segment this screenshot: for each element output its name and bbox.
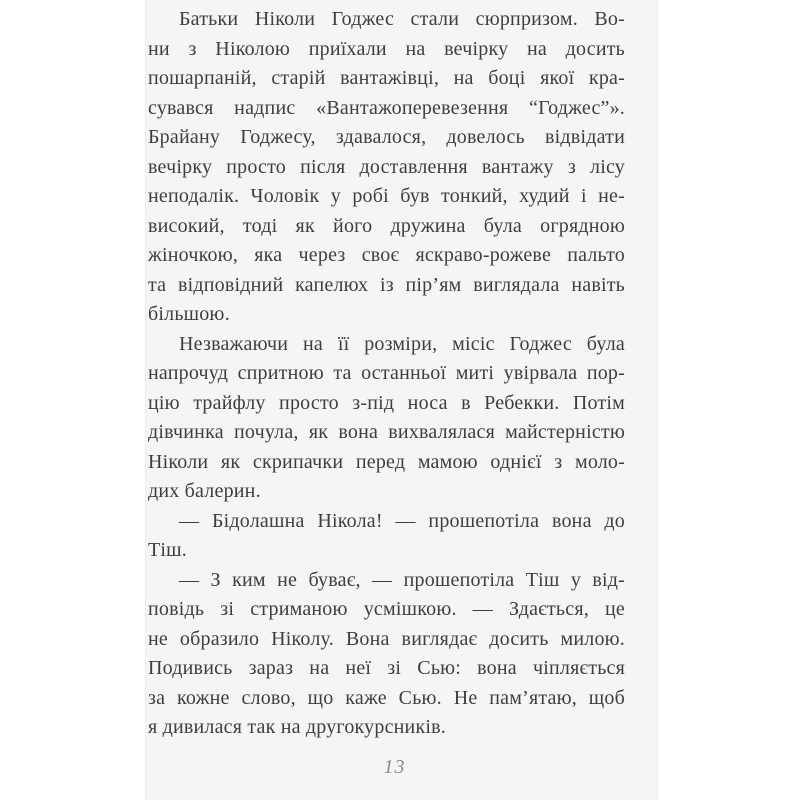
text-line: дих балерин. — [148, 480, 261, 502]
text-line: Батьки Ніколи Годжес стали сюрпризом. Во- — [179, 8, 625, 30]
text-line: більшою. — [148, 303, 230, 325]
text-line: Ніколи як скрипачки перед мамою однієї з моло- — [148, 450, 625, 473]
text-line: сувався надпис «Вантажоперевезення “Годжес”». — [148, 96, 625, 119]
text-line: високий, тоді як його дружина була огрядною — [148, 214, 625, 237]
text-line: неподалік. Чоловік у робі був тонкий, худий і не- — [148, 185, 625, 207]
text-line: — Бідолашна Нікола! — прошепотіла вона до — [179, 509, 625, 532]
text-line: пошарпаній, старій вантажівці, на боці якої кра- — [148, 67, 625, 89]
text-line: Незважаючи на її розміри, місіс Годжес була — [179, 332, 625, 355]
text-line: Брайану Годжесу, здавалося, довелось відвідати — [148, 126, 625, 148]
text-line: Подивись зараз на неї зі Сью: вона чіпляється — [148, 657, 625, 679]
text-line: цію трайфлу просто з-під носа в Ребекки. Потім — [148, 391, 625, 414]
text-line: — З ким не буває, — прошепотіла Тіш у від- — [179, 568, 625, 591]
text-line: не образило Ніколу. Вона виглядає досить милою. — [148, 627, 625, 650]
text-line: та відповідний капелюх із пір’ям виглядала навіть — [148, 273, 625, 296]
text-line: жіночкою, яка через своє яскраво-рожеве пальто — [148, 244, 625, 266]
paragraph — [148, 5, 625, 330]
text-line: напрочуд спритною та останньої миті увірвала пор- — [148, 362, 625, 384]
paragraph — [148, 330, 625, 507]
page-number: 13 — [383, 756, 406, 778]
text-line: дівчинка почула, як вона вихвалялася майстерністю — [148, 421, 625, 443]
text-line: я дивилася так на другокурсників. — [148, 716, 446, 738]
text-line: повідь зі стриманою усмішкою. — Здається, це — [148, 598, 625, 620]
paragraph — [148, 566, 625, 743]
text-line: Тіш. — [148, 539, 187, 561]
paragraph — [148, 507, 625, 566]
text-line: вечірку просто після доставлення вантажу з лісу — [148, 155, 625, 178]
text-line: за кожне слово, що каже Сью. Не пам’ятаю, щоб — [148, 686, 625, 709]
book-page — [145, 0, 658, 800]
text-line: ни з Ніколою приїхали на вечірку на досить — [148, 37, 625, 60]
page-text — [148, 5, 625, 743]
